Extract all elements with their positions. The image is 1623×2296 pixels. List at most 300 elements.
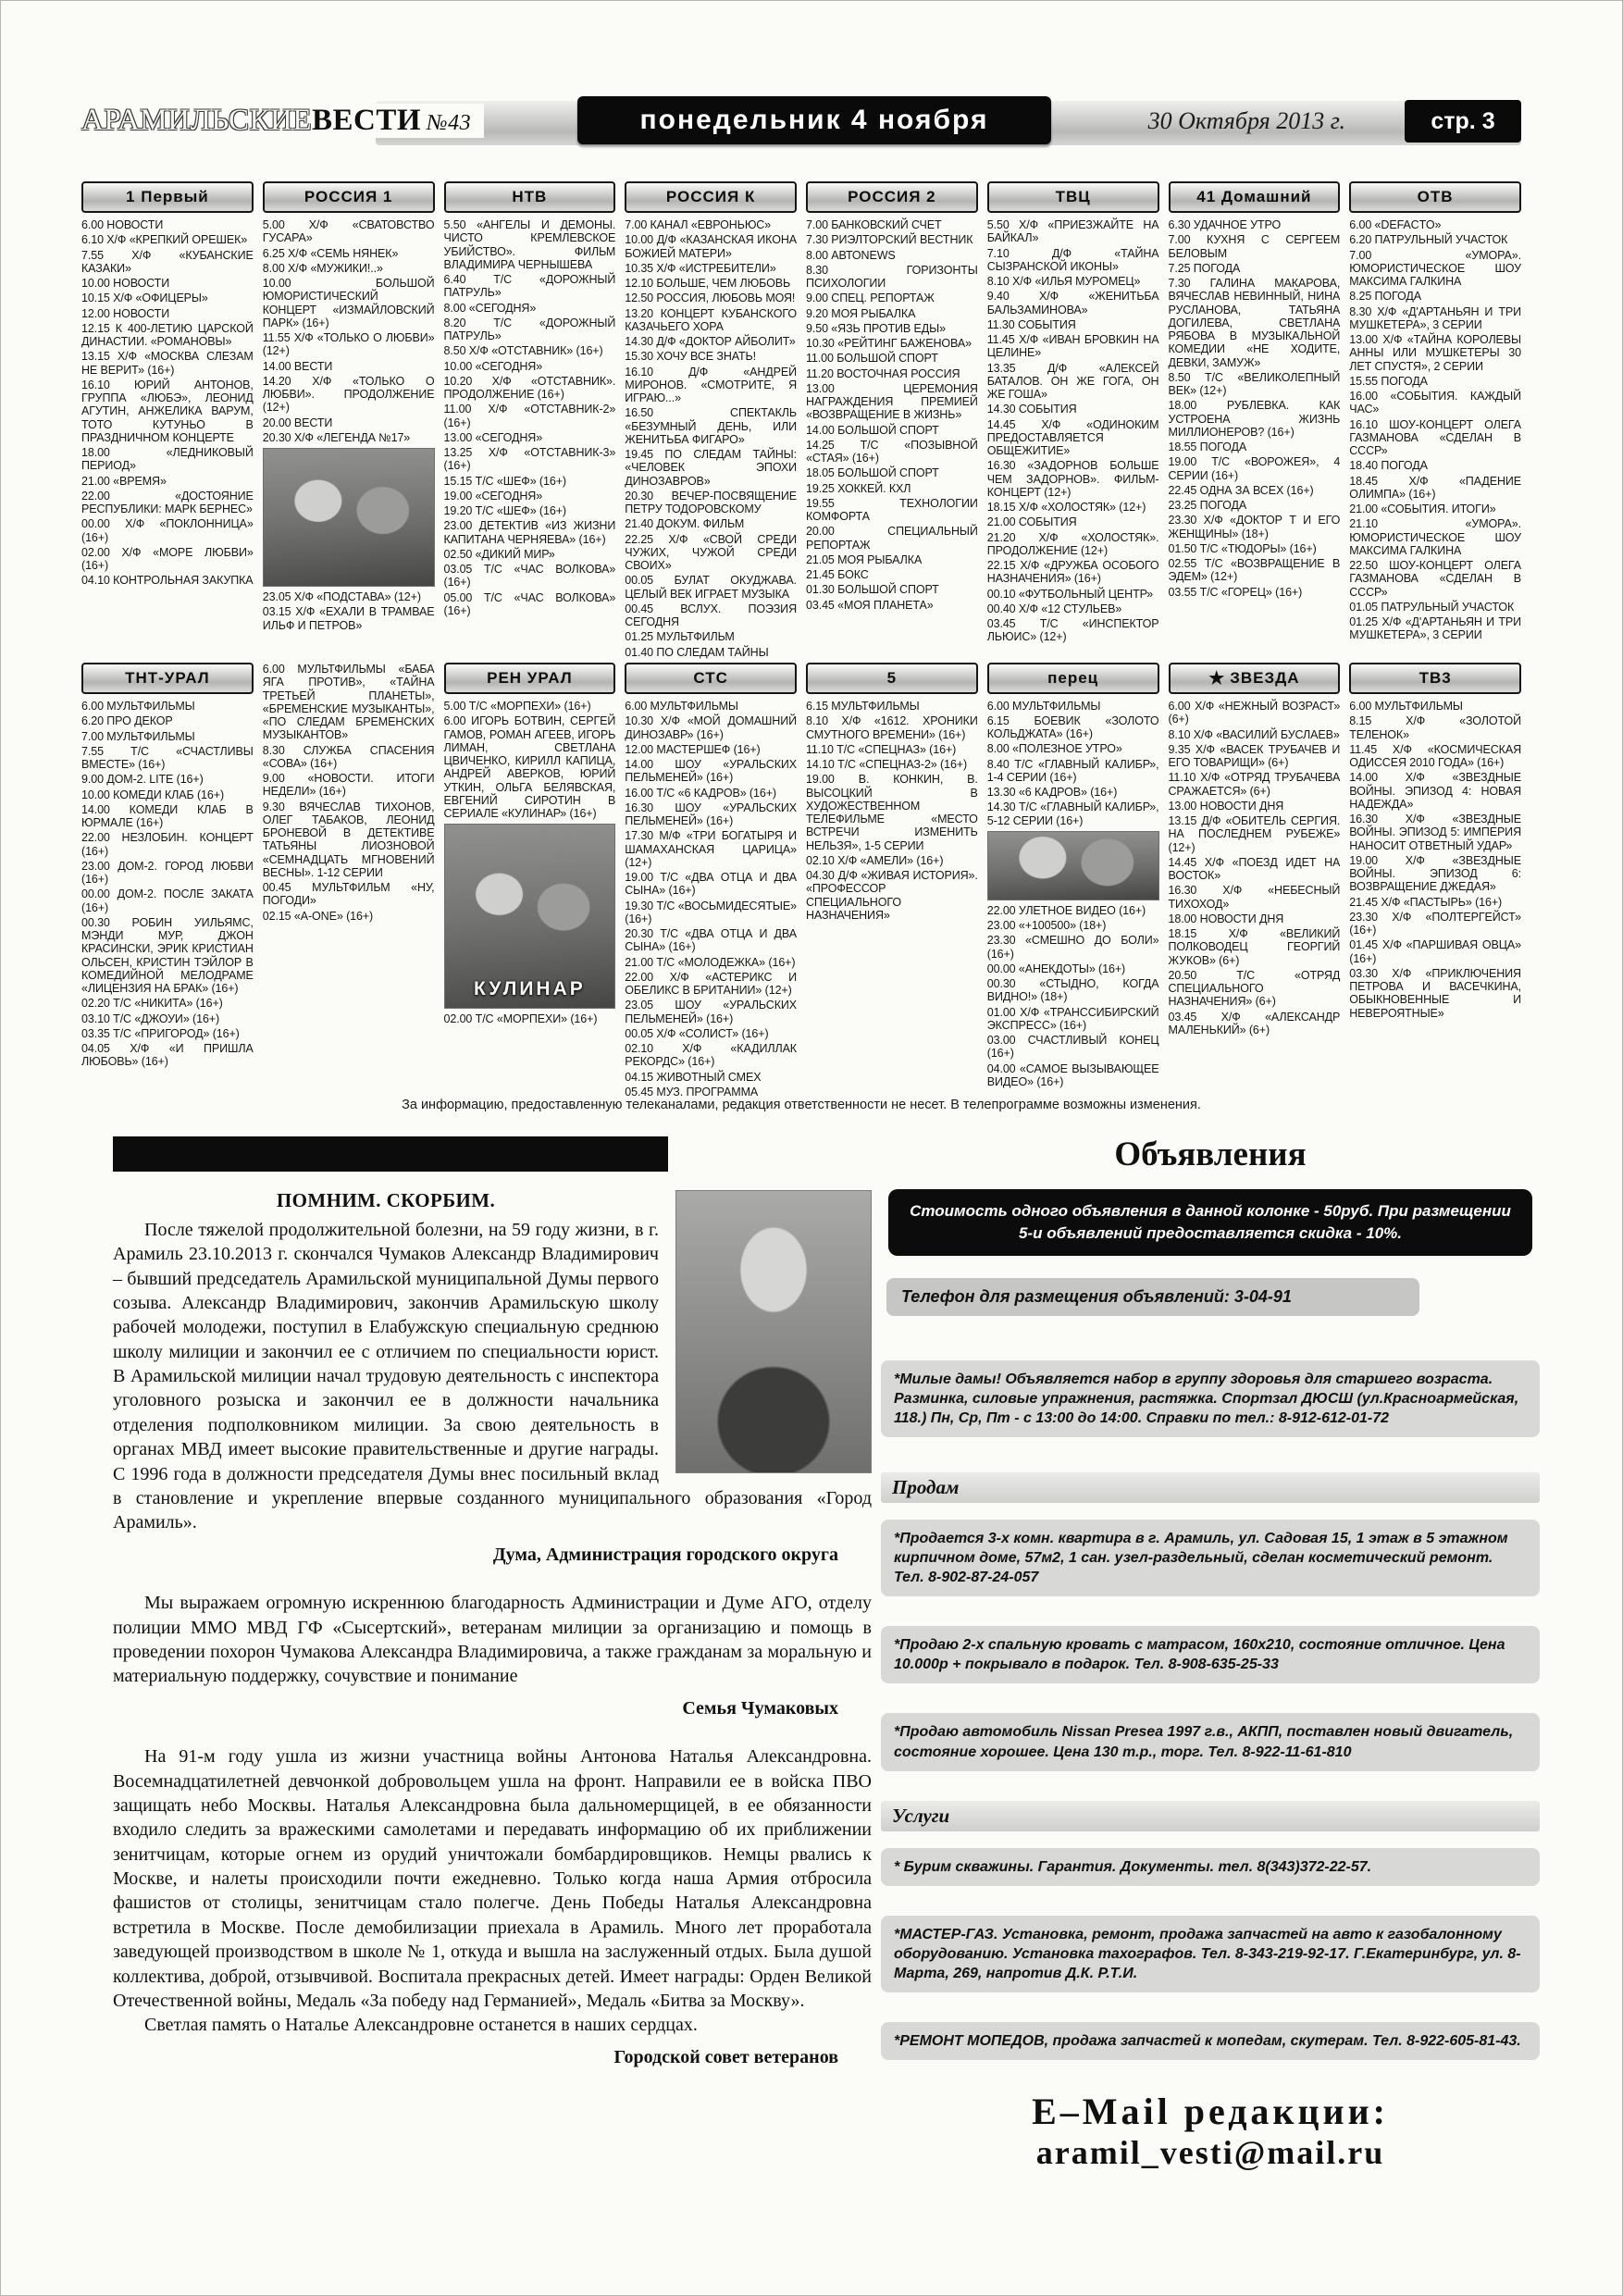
program-listing: 22.25 Х/Ф «СВОЙ СРЕДИ ЧУЖИХ, ЧУЖОЙ СРЕДИ СВОИХ»: [625, 532, 797, 572]
program-listing: 01.30 БОЛЬШОЙ СПОРТ: [806, 583, 939, 597]
program-listing: 23.00 «+100500» (18+): [986, 919, 1107, 932]
program-listing: 03.00 СЧАСТЛИВЫЙ КОНЕЦ (16+): [986, 1034, 1159, 1061]
program-listing: 8.15 Х/Ф «ЗОЛОТОЙ ТЕЛЕНОК»: [1349, 714, 1521, 741]
classified-ad: *Продается 3-х комн. квартира в г. Арамиль, ул. Садовая 15, 1 этаж в 5 этажном кирпичном доме, 57м2, 1 сан. узел-раздельный, сделан косметический ремонт. Тел. 8-902-87-24-057: [881, 1520, 1540, 1596]
program-listing: 9.00 ДОМ-2. LITE (16+): [81, 773, 204, 787]
program-listing: 8.10 Х/Ф «1612. ХРОНИКИ СМУТНОГО ВРЕМЕНИ» (16+): [806, 714, 978, 741]
page-header: [81, 96, 1521, 150]
program-listing: 14.30 Т/С «ГЛАВНЫЙ КАЛИБР», 5-12 СЕРИИ (16+): [986, 800, 1159, 827]
page-number: стр. 3: [1405, 100, 1521, 143]
program-listing: 9.40 Х/Ф «ЖЕНИТЬБА БАЛЬЗАМИНОВА»: [986, 290, 1159, 316]
program-listing: 10.30 «РЕЙТИНГ БАЖЕНОВА»: [806, 337, 972, 350]
program-listing: 8.00 Х/Ф «МУЖИКИ!..»: [262, 261, 383, 275]
program-listing: 00.30 РОБИН УИЛЬЯМС, МЭНДИ МУР, ДЖОН КРАСИНСКИ, ЭРИК КРИСТИАН ОЛЬСЕН, КРИСТИН ТЭЙЛОР В КОМЕДИЙНОЙ МЕЛОДРАМЕ «ЛИЦЕНЗИЯ НА БРАК» (16+): [81, 915, 254, 995]
program-listing: 8.00 «СЕГОДНЯ»: [443, 301, 537, 315]
program-listing: 21.00 «СОБЫТИЯ. ИТОГИ»: [1349, 503, 1496, 515]
program-listing: 16.30 «ЗАДОРНОВ БОЛЬШЕ ЧЕМ ЗАДОРНОВ». ФИЛЬМ-КОНЦЕРТ (12+): [986, 459, 1159, 499]
program-listing: 02.10 Х/Ф «АМЕЛИ» (16+): [806, 853, 944, 867]
program-listing: 14.45 Х/Ф «ОДИНОКИМ ПРЕДОСТАВЛЯЕТСЯ ОБЩЕЖИТИЕ»: [986, 417, 1159, 457]
program-listing: 13.15 Х/Ф «МОСКВА СЛЕЗАМ НЕ ВЕРИТ» (16+): [81, 350, 254, 377]
program-listing: 7.30 РИЭЛТОРСКИЙ ВЕСТНИК: [806, 233, 973, 247]
program-listing: 7.10 Д/Ф «ТАЙНА СЫЗРАНСКОЙ ИКОНЫ»: [986, 246, 1159, 273]
program-listing: 20.30 Т/С «ДВА ОТЦА И ДВА СЫНА» (16+): [625, 927, 797, 954]
program-listing: 18.15 Х/Ф «ХОЛОСТЯК» (12+): [986, 501, 1146, 514]
program-listing: 22.50 ШОУ-КОНЦЕРТ ОЛЕГА ГАЗМАНОВА «СДЕЛАН В СССР»: [1349, 559, 1521, 599]
channel-block-top: [987, 181, 1159, 657]
program-listing: 11.45 Х/Ф «КОСМИЧЕСКАЯ ОДИССЕЯ 2010 ГОДА» (16+): [1349, 742, 1521, 769]
channel-name: ТВ3: [1419, 669, 1452, 687]
program-listing: 20.30 Х/Ф «ЛЕГЕНДА №17»: [262, 430, 411, 444]
program-listing: 19.20 Т/С «ШЕФ» (16+): [443, 504, 566, 517]
program-listing: 6.25 Х/Ф «СЕМЬ НЯНЕК»: [262, 246, 399, 260]
tv-column-2: [263, 181, 435, 1090]
program-listing: 7.25 ПОГОДА: [1168, 261, 1241, 275]
program-listing: 13.35 Д/Ф «АЛЕКСЕЙ БАТАЛОВ. ОН ЖЕ ГОГА, ОН ЖЕ ГОША»: [986, 361, 1159, 401]
email-address: aramil_vesti@mail.ru: [1035, 2134, 1385, 2172]
issue-number: №43: [427, 111, 472, 135]
program-listing: 8.30 ГОРИЗОНТЫ ПСИХОЛОГИИ: [806, 263, 978, 290]
channel-block-bottom: [806, 663, 978, 1090]
program-listing: 15.15 Т/С «ШЕФ» (16+): [443, 474, 566, 488]
program-listing: 21.05 МОЯ РЫБАЛКА: [806, 552, 923, 566]
program-listing: 02.15 «A-ONE» (16+): [262, 909, 374, 923]
program-listing: 7.55 Т/С «СЧАСТЛИВЫ ВМЕСТЕ» (16+): [81, 744, 254, 771]
program-listing: 00.05 Х/Ф «СОЛИСТ» (16+): [625, 1026, 769, 1040]
program-listing: 9.00 «НОВОСТИ. ИТОГИ НЕДЕЛИ» (16+): [262, 772, 435, 799]
program-listing: 05.00 Т/С «ЧАС ВОЛКОВА» (16+): [443, 590, 616, 617]
channel-name: РОССИЯ 2: [848, 188, 936, 205]
program-listing: 20.50 Т/С «ОТРЯД СПЕЦИАЛЬНОГО НАЗНАЧЕНИЯ» (6+): [1168, 968, 1341, 1009]
program-listing: 6.00 НОВОСТИ: [81, 218, 164, 231]
program-listing: 18.00 НОВОСТИ ДНЯ: [1168, 912, 1284, 925]
program-listing: 13.00 ЦЕРЕМОНИЯ НАГРАЖДЕНИЯ ПРЕМИЕЙ «ВОЗВРАЩЕНИЕ В ЖИЗНЬ»: [806, 381, 978, 422]
program-listing: 03.45 «МОЯ ПЛАНЕТА»: [806, 598, 934, 612]
channel-header: [987, 181, 1159, 213]
program-listing: 13.00 Х/Ф «ТАЙНА КОРОЛЕВЫ АННЫ ИЛИ МУШКЕТЕРЫ 30 ЛЕТ СПУСТЯ», 2 СЕРИИ: [1349, 333, 1521, 373]
program-listing: 10.15 Х/Ф «ОФИЦЕРЫ»: [81, 292, 208, 305]
program-listing: 14.30 Д/Ф «ДОКТОР АЙБОЛИТ»: [625, 335, 796, 348]
program-listing: 6.00 ИГОРЬ БОТВИН, СЕРГЕЙ ГАМОВ, РОМАН АГЕЕВ, ИГОРЬ ЛИМАН, СВЕТЛАНА ЦВИЧЕНКО, КИРИЛЛ КАПИЦА, АНДРЕЙ АВЕРКОВ, ЮРИЙ УТКИН, ОЛЬГА БЕЛЯВСКАЯ, ЕВГЕНИЙ СИРОТИН В СЕРИАЛЕ «КУЛИНАР» (16+): [443, 714, 616, 820]
program-listing: 16.50 СПЕКТАКЛЬ «БЕЗУМНЫЙ ДЕНЬ, ИЛИ ЖЕНИТЬБА ФИГАРО»: [625, 406, 797, 446]
program-listing: 20.00 СПЕЦИАЛЬНЫЙ РЕПОРТАЖ: [806, 525, 978, 552]
program-listing: 12.00 НОВОСТИ: [81, 306, 170, 320]
veteran-signature: Городской совет ветеранов: [613, 2046, 838, 2067]
program-listing: 00.00 Х/Ф «ПОКЛОННИЦА» (16+): [81, 517, 254, 544]
classified-ad: *РЕМОНТ МОПЕДОВ, продажа запчастей к мопедам, скутерам. Тел. 8-922-605-81-43.: [881, 2022, 1540, 2060]
program-listing: 04.10 КОНТРОЛЬНАЯ ЗАКУПКА: [81, 574, 254, 588]
program-listing: 04.00 «САМОЕ ВЫЗЫВАЮЩЕЕ ВИДЕО» (16+): [986, 1061, 1159, 1088]
program-listing: 12.00 МАСТЕРШЕФ (16+): [625, 742, 761, 756]
program-listing: 20.00 ВЕСТИ: [262, 416, 333, 429]
channel-block-top: [625, 181, 797, 657]
classifieds-title: Объявления: [1114, 1136, 1307, 1173]
channel-header: [1349, 663, 1521, 694]
program-listing: 10.00 НОВОСТИ: [81, 277, 170, 290]
classifieds-section-label: Продам: [881, 1472, 1540, 1503]
channel-header: [1349, 181, 1521, 213]
program-listing: 14.00 ШОУ «УРАЛЬСКИХ ПЕЛЬМЕНЕЙ» (16+): [625, 758, 797, 785]
channel-header: [625, 181, 797, 213]
program-listing: 21.00 СОБЫТИЯ: [986, 515, 1077, 529]
program-listing: 13.15 Д/Ф «ОБИТЕЛЬ СЕРГИЯ. НА ПОСЛЕДНЕМ РУБЕЖЕ» (12+): [1168, 814, 1341, 854]
program-listing: 8.00 АВТОNEWS: [806, 248, 896, 262]
program-listing: 19.30 Т/С «ВОСЬМИДЕСЯТЫЕ» (16+): [625, 899, 797, 925]
program-listing: 00.05 БУЛАТ ОКУДЖАВА. ЦЕЛЫЙ ВЕК ИГРАЕТ МУЗЫКА: [625, 574, 797, 601]
memorial-section: [113, 1136, 872, 2069]
photo-caption: КУЛИНАР: [473, 978, 586, 1000]
program-listing: 6.00 МУЛЬТФИЛЬМЫ: [81, 700, 195, 713]
gratitude-signature: Семья Чумаковых: [682, 1697, 838, 1719]
program-listing: 00.00 «АНЕКДОТЫ» (16+): [986, 962, 1126, 975]
program-listing: 13.25 Х/Ф «ОТСТАВНИК-3» (16+): [443, 446, 616, 473]
tv-column-1: [81, 181, 254, 1090]
tv-column-6: [987, 181, 1159, 1090]
tv-column-3: [444, 181, 616, 1090]
program-listing: 03.15 Х/Ф «ЕХАЛИ В ТРАМВАЕ ИЛЬФ И ПЕТРОВ»: [262, 605, 435, 632]
program-listing: 21.00 Т/С «МОЛОДЕЖКА» (16+): [625, 955, 796, 969]
program-listing: 8.40 Т/С «ГЛАВНЫЙ КАЛИБР», 1-4 СЕРИИ (16+): [986, 757, 1159, 784]
program-listing: 18.45 Х/Ф «ПАДЕНИЕ ОЛИМПА» (16+): [1349, 474, 1521, 501]
channel-header: [81, 663, 254, 694]
program-listing: 7.00 КУХНЯ С СЕРГЕЕМ БЕЛОВЫМ: [1168, 233, 1341, 260]
program-listing: 11.55 Х/Ф «ТОЛЬКО О ЛЮБВИ» (12+): [262, 331, 435, 358]
program-listing: 8.00 «ПОЛЕЗНОЕ УТРО»: [986, 742, 1122, 756]
program-listing: 7.55 Х/Ф «КУБАНСКИЕ КАЗАКИ»: [81, 248, 254, 275]
program-listing: 19.00 Т/С «ВОРОЖЕЯ», 4 СЕРИИ (16+): [1168, 455, 1341, 482]
program-listing: 11.00 БОЛЬШОЙ СПОРТ: [806, 352, 938, 366]
masthead-bold-text: ВЕСТИ: [312, 104, 422, 137]
program-listing: 19.00 В. КОНКИН, В. ВЫСОЦКИЙ В ХУДОЖЕСТВЕННОМ ТЕЛЕФИЛЬМЕ «МЕСТО ВСТРЕЧИ ИЗМЕНИТЬ НЕЛЬЗЯ», 1-5 СЕРИИ: [806, 773, 978, 852]
channel-block-top: [1349, 181, 1521, 657]
program-listing: 14.00 КОМЕДИ КЛАБ В ЮРМАЛЕ (16+): [81, 802, 254, 829]
veteran-obituary-paragraph: На 91-м году ушла из жизни участница войны Антонова Наталья Александровна. Восемнадцатилетней девчонкой добровольцем ушла на фронт. Направили ее в войска ПВО защищать небо Москвы. Наталья Александровна была дальномерщицей, в ее обязанности входило следить за вражескими самолетами и передавать информацию об их приближении зенитчицам, которые огнем из орудий уничтожали бомбардировщиков. Немцы рвались к Москве, и налеты происходили почти ежедневно. Только когда наша Армия отбросила фашистов от столицы, зенитчицам стало полегче. День Победы Наталья Александровна встретила в Москве. После демобилизации приехала в Арамиль. Много лет проработала заведующей производством в школе № 1, откуда и вышла на заслуженный отдых. Была душой коллектива, доброй, отзывчивой. Воспитала прекрасных детей. Имеет награды: Орден Великой Отечественной войны, Медаль «За победу над Германией», Медаль «Битва за Москву».: [113, 1746, 872, 2012]
channel-name: ОТВ: [1417, 188, 1454, 205]
program-listing: 21.45 Х/Ф «ПАСТЫРЬ» (16+): [1349, 895, 1503, 909]
program-still-photo: [444, 824, 616, 1009]
obituary-title: ПОМНИМ. СКОРБИМ.: [276, 1189, 496, 1211]
channel-block-bottom: [625, 663, 797, 1100]
channel-block-bottom: [81, 663, 254, 1090]
program-listing: 23.00 ДОМ-2. ГОРОД ЛЮБВИ (16+): [81, 859, 254, 886]
classified-ad: *Продаю автомобиль Nissan Presea 1997 г.в., АКПП, поставлен новый двигатель, состояние хорошее. Цена 130 т.р., торг. Тел. 8-922-11-61-810: [881, 1713, 1540, 1770]
channel-header: [625, 663, 797, 694]
program-listing: 02.00 Х/Ф «МОРЕ ЛЮБВИ» (16+): [81, 545, 254, 572]
channel-block-bottom: [987, 663, 1159, 1091]
program-listing: 02.00 Т/С «МОРПЕХИ» (16+): [443, 1012, 598, 1026]
program-listing: 11.00 Х/Ф «ОТСТАВНИК-2» (16+): [443, 403, 616, 429]
channel-header: [987, 663, 1159, 694]
program-listing: 13.20 КОНЦЕРТ КУБАНСКОГО КАЗАЧЬЕГО ХОРА: [625, 306, 797, 333]
program-listing: 6.00 МУЛЬТФИЛЬМЫ «БАБА ЯГА ПРОТИВ», «ТАЙНА ТРЕТЬЕЙ ПЛАНЕТЫ», «БРЕМЕНСКИЕ МУЗЫКАНТЫ», «ПО СЛЕДАМ БРЕМЕНСКИХ МУЗЫКАНТОВ»: [262, 663, 435, 742]
program-listing: 11.30 СОБЫТИЯ: [986, 317, 1076, 331]
veteran-obituary-closing: Светлая память о Наталье Александровне останется в наших сердцах.: [144, 2015, 698, 2036]
program-listing: 01.45 Х/Ф «ПАРШИВАЯ ОВЦА» (16+): [1349, 938, 1521, 965]
program-listing: 01.50 Т/С «ТЮДОРЫ» (16+): [1168, 541, 1317, 555]
program-listing: 10.00 БОЛЬШОЙ ЮМОРИСТИЧЕСКИЙ КОНЦЕРТ «ИЗМАЙЛОВСКИЙ ПАРК» (16+): [262, 277, 435, 329]
channel-block-top: [263, 181, 435, 657]
program-listing: 6.20 ПРО ДЕКОР: [81, 714, 173, 728]
channel-block-top: [444, 181, 616, 657]
program-listing: 16.00 Т/С «6 КАДРОВ» (16+): [625, 786, 776, 800]
channel-block-top: [1169, 181, 1341, 657]
channel-block-bottom: [1169, 663, 1341, 1090]
program-listing: 6.15 БОЕВИК «ЗОЛОТО КОЛЬДЖАТА» (16+): [986, 714, 1159, 740]
program-listing: 00.45 ВСЛУХ. ПОЭЗИЯ СЕГОДНЯ: [625, 602, 797, 628]
program-still-photo: [987, 831, 1159, 900]
program-listing: 18.00 «ЛЕДНИКОВЫЙ ПЕРИОД»: [81, 446, 254, 473]
program-listing: 20.30 ВЕЧЕР-ПОСВЯЩЕНИЕ ПЕТРУ ТОДОРОВСКОМУ: [625, 489, 797, 515]
program-listing: 03.30 Х/Ф «ПРИКЛЮЧЕНИЯ ПЕТРОВА И ВАСЕЧКИНА, ОБЫКНОВЕННЫЕ И НЕВЕРОЯТНЫЕ»: [1349, 966, 1521, 1020]
program-listing: 8.25 ПОГОДА: [1349, 290, 1421, 304]
channel-header: [444, 181, 616, 213]
channel-header: [1169, 663, 1341, 694]
obituary-signature: Дума, Администрация городского округа: [492, 1544, 838, 1565]
classifieds-phone-note: Телефон для размещения объявлений: 3-04-91: [886, 1278, 1419, 1316]
program-listing: 6.00 Х/Ф «НЕЖНЫЙ ВОЗРАСТ» (6+): [1168, 700, 1341, 726]
tv-column-4: [625, 181, 797, 1098]
channel-header: [1169, 181, 1341, 213]
program-listing: 01.25 МУЛЬТФИЛЬМ: [625, 630, 735, 644]
program-listing: 03.45 Х/Ф «АЛЕКСАНДР МАЛЕНЬКИЙ» (6+): [1168, 1010, 1341, 1036]
program-listing: 8.50 Т/С «ВЕЛИКОЛЕПНЫЙ ВЕК» (12+): [1168, 370, 1341, 397]
program-listing: 23.25 ПОГОДА: [1168, 499, 1247, 512]
program-listing: 8.10 Х/Ф «ИЛЬЯ МУРОМЕЦ»: [986, 275, 1141, 288]
program-listing: 21.20 Х/Ф «ХОЛОСТЯК». ПРОДОЛЖЕНИЕ (12+): [986, 530, 1159, 557]
program-listing: 23.30 Х/Ф «ДОКТОР Т И ЕГО ЖЕНЩИНЫ» (18+): [1168, 514, 1341, 540]
program-listing: 9.00 СПЕЦ. РЕПОРТАЖ: [806, 292, 935, 305]
editorial-email-block: [881, 2090, 1540, 2172]
program-listing: 21.45 БОКС: [806, 568, 869, 581]
program-listing: 17.30 М/Ф «ТРИ БОГАТЫРЯ И ШАМАХАНСКАЯ ЦАРИЦА» (12+): [625, 829, 797, 869]
program-listing: 19.00 Т/С «ДВА ОТЦА И ДВА СЫНА» (16+): [625, 871, 797, 898]
program-listing: 13.30 «6 КАДРОВ» (16+): [986, 786, 1118, 799]
program-listing: 11.45 Х/Ф «ИВАН БРОВКИН НА ЦЕЛИНЕ»: [986, 333, 1159, 360]
program-listing: 9.30 ВЯЧЕСЛАВ ТИХОНОВ, ОЛЕГ ТАБАКОВ, ЛЕОНИД БРОНЕВОЙ В ДЕТЕКТИВЕ ТАТЬЯНЫ ЛИОЗНОВОЙ «СЕМНАДЦАТЬ МГНОВЕНИЙ ВЕСНЫ». 1-12 СЕРИИ: [262, 800, 435, 879]
tv-disclaimer: За информацию, предоставленную телеканалами, редакция ответственности не несет. В телепрограмме возможны изменения.: [402, 1098, 1201, 1112]
program-listing: 7.00 МУЛЬТФИЛЬМЫ: [81, 729, 195, 743]
program-listing: 6.00 МУЛЬТФИЛЬМЫ: [986, 699, 1101, 713]
program-listing: 5.50 «АНГЕЛЫ И ДЕМОНЫ. ЧИСТО КРЕМЛЕВСКОЕ УБИЙСТВО». ФИЛЬМ ВЛАДИМИРА ЧЕРНЫШЕВА: [443, 218, 616, 271]
program-listing: 21.10 «УМОРА». ЮМОРИСТИЧЕСКОЕ ШОУ МАКСИМА ГАЛКИНА: [1349, 517, 1521, 557]
channel-header: [81, 181, 254, 213]
obituary-portrait-photo: [675, 1190, 872, 1473]
program-listing: 10.20 Х/Ф «ОТСТАВНИК». ПРОДОЛЖЕНИЕ (16+): [443, 374, 616, 401]
program-listing: 00.00 ДОМ-2. ПОСЛЕ ЗАКАТА (16+): [81, 887, 254, 914]
program-listing: 22.00 Х/Ф «АСТЕРИКС И ОБЕЛИКС В БРИТАНИИ» (12+): [625, 970, 797, 997]
channel-name: РОССИЯ К: [665, 188, 756, 205]
program-listing: 19.00 «СЕГОДНЯ»: [443, 489, 543, 503]
tv-column-8: [1349, 181, 1521, 1090]
program-listing: 14.20 Х/Ф «ТОЛЬКО О ЛЮБВИ». ПРОДОЛЖЕНИЕ (12+): [262, 374, 435, 415]
program-listing: 10.00 «СЕГОДНЯ»: [443, 359, 543, 373]
program-listing: 22.00 НЕЗЛОБИН. КОНЦЕРТ (16+): [81, 831, 254, 858]
program-listing: 23.30 «СМЕШНО ДО БОЛИ» (16+): [986, 934, 1159, 961]
program-listing: 02.55 Т/С «ВОЗВРАЩЕНИЕ В ЭДЕМ» (12+): [1168, 557, 1341, 584]
program-listing: 04.05 Х/Ф «И ПРИШЛА ЛЮБОВЬ» (16+): [81, 1042, 254, 1069]
program-listing: 9.50 «ЯЗЬ ПРОТИВ ЕДЫ»: [806, 321, 946, 335]
program-listing: 6.10 Х/Ф «КРЕПКИЙ ОРЕШЕК»: [81, 233, 248, 247]
program-listing: 18.00 РУБЛЕВКА. КАК УСТРОЕНА ЖИЗНЬ МИЛЛИОНЕРОВ? (16+): [1168, 399, 1341, 439]
tv-program-grid: [81, 181, 1521, 1098]
channel-name: РОССИЯ 1: [304, 188, 393, 205]
program-listing: 01.40 ПО СЛЕДАМ ТАЙНЫ: [625, 645, 769, 659]
program-listing: 6.00 МУЛЬТФИЛЬМЫ: [625, 700, 738, 713]
program-listing: 22.00 УЛЕТНОЕ ВИДЕО (16+): [986, 903, 1146, 917]
program-listing: 8.50 Х/Ф «ОТСТАВНИК» (16+): [443, 344, 603, 358]
program-listing: 6.15 МУЛЬТФИЛЬМЫ: [806, 700, 920, 713]
program-listing: 02.20 Т/С «НИКИТА» (16+): [81, 997, 223, 1011]
program-listing: 18.15 Х/Ф «ВЕЛИКИЙ ПОЛКОВОДЕЦ ГЕОРГИЙ ЖУКОВ» (6+): [1168, 927, 1341, 967]
classifieds-sections: [881, 1472, 1540, 2060]
channel-name: 1 Первый: [126, 188, 209, 205]
program-listing: 04.30 Д/Ф «ЖИВАЯ ИСТОРИЯ». «ПРОФЕССОР СПЕЦИАЛЬНОГО НАЗНАЧЕНИЯ»: [806, 869, 978, 922]
program-listing: 16.10 Д/Ф «АНДРЕЙ МИРОНОВ. «СМОТРИТЕ, Я ИГРАЮ...»: [625, 365, 797, 404]
program-listing: 01.25 Х/Ф «Д'АРТАНЬЯН И ТРИ МУШКЕТЕРА», 3 СЕРИИ: [1349, 615, 1521, 642]
program-listing: 14.00 ВЕСТИ: [262, 359, 333, 373]
program-listing: 9.35 Х/Ф «ВАСЕК ТРУБАЧЕВ И ЕГО ТОВАРИЩИ» (6+): [1168, 742, 1341, 769]
program-listing: 11.10 Т/С «СПЕЦНАЗ» (16+): [806, 742, 957, 756]
program-listing: 9.20 МОЯ РЫБАЛКА: [806, 306, 916, 320]
program-listing: 21.40 ДОКУМ. ФИЛЬМ: [625, 517, 745, 531]
program-listing: 11.10 Х/Ф «ОТРЯД ТРУБАЧЕВА СРАЖАЕТСЯ» (6+): [1168, 771, 1341, 798]
gratitude-paragraph: Мы выражаем огромную искреннюю благодарность Администрации и Думе АГО, отделу полиции ММО МВД ГФ «Сысертский», ветеранам милиции за организацию и помощь в проведении похорон Чумакова Александра Владимировича, а также гражданам за моральную и материальную поддержку, сочувствие и понимание: [113, 1593, 872, 1687]
program-listing: 16.00 «СОБЫТИЯ. КАЖДЫЙ ЧАС»: [1349, 390, 1521, 416]
tv-column-7: [1169, 181, 1341, 1090]
program-listing: 04.15 ЖИВОТНЫЙ СМЕХ: [625, 1070, 762, 1084]
program-listing: 14.00 БОЛЬШОЙ СПОРТ: [806, 423, 939, 437]
channel-name: 41 Домашний: [1196, 188, 1312, 205]
channel-name: ЗВЕЗДА: [1230, 669, 1300, 687]
obituary-paragraph: После тяжелой продолжительной болезни, на 59 году жизни, в г. Арамиль 23.10.2013 г. скончался Чумаков Александр Владимирович – бывший председатель Арамильской муниципальной Думы первого созыва. Александр Владимирович, закончив Арамильскую школу рабочей молодежи, поступил в Елабужскую специальную среднюю школу милиции и закончил ее с отличием по специальности юрист. В Арамильской милиции начал трудовую деятельность с инспектора уголовного розыска и закончил ее в должности начальника отделения подполковником милиции. За свою деятельность в органах МВД имеет высокие правительственные и другие награды. С 1996 года в должности председателя Думы внес посильный вклад в становление и укрепление впервые созданного муниципального образования «Город Арамиль».: [113, 1219, 872, 1533]
publication-date: 30 Октября 2013 г.: [1147, 107, 1345, 134]
email-label: E–Mail редакции:: [1032, 2091, 1389, 2133]
channel-header: [444, 663, 616, 694]
classified-ad: *МАСТЕР-ГАЗ. Установка, ремонт, продажа запчастей на авто к газобалонному оборудованию. Установка тахографов. Тел. 8-343-219-92-17. Г.Екатеринбург, ул. 8-Марта, 269, напротив Д.К. Р.Т.И.: [881, 1916, 1540, 1992]
program-listing: 6.40 Т/С «ДОРОЖНЫЙ ПАТРУЛЬ»: [443, 273, 616, 300]
program-listing: 21.00 «ВРЕМЯ»: [81, 474, 167, 488]
program-listing: 13.00 «СЕГОДНЯ»: [443, 430, 543, 444]
program-listing: 16.10 ЮРИЙ АНТОНОВ, ГРУППА «ЛЮБЭ», ЛЕОНИД АГУТИН, АНЖЕЛИКА ВАРУМ, ТОТО КУТУНЬО В ПРАЗДНИЧНОМ КОНЦЕРТЕ: [81, 378, 254, 444]
program-listing: 10.00 КОМЕДИ КЛАБ (16+): [81, 788, 225, 801]
channel-block-bottom: [1349, 663, 1521, 1090]
program-listing: 23.30 Х/Ф «ПОЛТЕРГЕЙСТ» (16+): [1349, 910, 1521, 937]
channel-header: [806, 181, 978, 213]
masthead-outline-text: АРАМИЛЬСКИЕ: [81, 104, 312, 137]
program-listing: 19.00 Х/Ф «ЗВЕЗДНЫЕ ВОЙНЫ. ЭПИЗОД 6: ВОЗВРАЩЕНИЕ ДЖЕДАЯ»: [1349, 853, 1521, 894]
program-listing: 01.00 Х/Ф «ТРАНССИБИРСКИЙ ЭКСПРЕСС» (16+): [986, 1005, 1159, 1032]
program-listing: 16.30 Х/Ф «ЗВЕЗДНЫЕ ВОЙНЫ. ЭПИЗОД 5: ИМПЕРИЯ НАНОСИТ ОТВЕТНЫЙ УДАР»: [1349, 813, 1521, 852]
program-listing: 6.00 «DEFACTO»: [1349, 218, 1442, 231]
program-still-photo: [263, 448, 435, 587]
program-listing: 23.00 ДЕТЕКТИВ «ИЗ ЖИЗНИ КАПИТАНА ЧЕРНЯЕВА» (16+): [443, 519, 616, 546]
program-listing: 10.35 Х/Ф «ИСТРЕБИТЕЛИ»: [625, 261, 776, 275]
program-listing: 19.25 ХОККЕЙ. КХЛ: [806, 481, 911, 495]
program-listing: 03.35 Т/С «ПРИГОРОД» (16+): [81, 1026, 240, 1040]
program-listing: 11.20 ВОСТОЧНАЯ РОССИЯ: [806, 366, 960, 380]
program-listing: 14.45 Х/Ф «ПОЕЗД ИДЕТ НА ВОСТОК»: [1168, 855, 1341, 882]
program-listing: 00.10 «ФУТБОЛЬНЫЙ ЦЕНТР»: [986, 587, 1154, 601]
program-listing: 6.30 УДАЧНОЕ УТРО: [1168, 218, 1282, 231]
program-listing: 03.55 Т/С «ГОРЕЦ» (16+): [1168, 585, 1303, 599]
program-listing: 12.50 РОССИЯ, ЛЮБОВЬ МОЯ!: [625, 292, 796, 305]
program-listing: 02.50 «ДИКИЙ МИР»: [443, 547, 555, 561]
classifieds-column: [881, 1135, 1540, 2172]
program-listing: 00.45 МУЛЬТФИЛЬМ «НУ, ПОГОДИ»: [262, 881, 435, 908]
classifieds-pricing-note: Стоимость одного объявления в данной колонке - 50руб. При размещении 5-и объявлений предоставляется скидка - 10%.: [888, 1189, 1532, 1256]
classified-ad: * Бурим скважины. Гарантия. Документы. тел. 8(343)372-22-57.: [881, 1848, 1540, 1886]
program-listing: 05.45 МУЗ. ПРОГРАММА: [625, 1085, 759, 1098]
newspaper-masthead: [81, 104, 484, 138]
program-listing: 16.10 ШОУ-КОНЦЕРТ ОЛЕГА ГАЗМАНОВА «СДЕЛАН В СССР»: [1349, 417, 1521, 457]
channel-name: ТВЦ: [1055, 188, 1091, 205]
channel-name: перец: [1047, 668, 1099, 687]
program-listing: 13.00 НОВОСТИ ДНЯ: [1168, 799, 1284, 813]
program-listing: 01.05 ПАТРУЛЬНЫЙ УЧАСТОК: [1349, 600, 1515, 614]
program-listing: 10.00 Д/Ф «КАЗАНСКАЯ ИКОНА БОЖИЕЙ МАТЕРИ»: [625, 233, 797, 260]
tv-column-5: [806, 181, 978, 1090]
program-listing: 18.05 БОЛЬШОЙ СПОРТ: [806, 466, 939, 480]
channel-block-bottom: [263, 663, 435, 1090]
program-listing: 12.15 К 400-ЛЕТИЮ ЦАРСКОЙ ДИНАСТИИ. «РОМАНОВЫ»: [81, 321, 254, 348]
program-listing: 7.00 «УМОРА». ЮМОРИСТИЧЕСКОЕ ШОУ МАКСИМА ГАЛКИНА: [1349, 248, 1521, 288]
classified-ad: *Милые дамы! Объявляется набор в группу здоровья для старшего возраста. Разминка, силовые упражнения, растяжка. Спортзал ДЮСШ (ул.Красноармейская, 118.) Пн, Ср, Пт - с 13:00 до 14:00. Справки по тел.: 8-912-612-01-72: [881, 1360, 1540, 1437]
program-listing: 5.00 Т/С «МОРПЕХИ» (16+): [443, 700, 591, 713]
program-listing: 00.40 Х/Ф «12 СТУЛЬЕВ»: [986, 602, 1122, 615]
program-listing: 03.10 Т/С «ДЖОУИ» (16+): [81, 1011, 220, 1025]
channel-name: ТНТ-УРАЛ: [125, 669, 210, 687]
classified-ad: *Продаю 2-х спальную кровать с матрасом, 160х210, состояние отличное. Цена 10.000р + покрывало в подарок. Тел. 8-908-635-25-33: [881, 1626, 1540, 1683]
program-listing: 22.45 ОДНА ЗА ВСЕХ (16+): [1168, 483, 1314, 497]
channel-block-bottom: [444, 663, 616, 1090]
program-listing: 14.10 Т/С «СПЕЦНАЗ-2» (16+): [806, 758, 968, 771]
program-listing: 03.05 Т/С «ЧАС ВОЛКОВА» (16+): [443, 563, 616, 590]
channel-name: РЕН УРАЛ: [487, 669, 573, 687]
program-listing: 03.45 Т/С «ИНСПЕКТОР ЛЬЮИС» (12+): [986, 617, 1159, 644]
channel-block-top: [806, 181, 978, 657]
program-listing: 10.30 Х/Ф «МОЙ ДОМАШНИЙ ДИНОЗАВР» (16+): [625, 714, 797, 741]
program-listing: 8.30 Х/Ф «Д'АРТАНЬЯН И ТРИ МУШКЕТЕРА», 3 СЕРИИ: [1349, 304, 1521, 331]
program-listing: 7.00 КАНАЛ «ЕВРОНЬЮС»: [625, 218, 771, 231]
program-listing: 16.30 ШОУ «УРАЛЬСКИХ ПЕЛЬМЕНЕЙ» (16+): [625, 800, 797, 827]
day-banner: понедельник 4 ноября: [577, 96, 1051, 144]
program-listing: 22.00 «ДОСТОЯНИЕ РЕСПУБЛИКИ: МАРК БЕРНЕС»: [81, 489, 254, 515]
program-listing: 18.40 ПОГОДА: [1349, 459, 1428, 473]
channel-block-top: [81, 181, 254, 657]
program-listing: 14.30 СОБЫТИЯ: [986, 403, 1077, 416]
program-listing: 8.20 Т/С «ДОРОЖНЫЙ ПАТРУЛЬ»: [443, 316, 616, 342]
program-listing: 7.00 БАНКОВСКИЙ СЧЕТ: [806, 218, 942, 231]
program-listing: 22.15 Х/Ф «ДРУЖБА ОСОБОГО НАЗНАЧЕНИЯ» (16+): [986, 559, 1159, 586]
classifieds-section-label: Услуги: [881, 1801, 1540, 1831]
program-listing: 00.30 «СТЫДНО, КОГДА ВИДНО!» (18+): [986, 977, 1159, 1004]
program-listing: 02.10 Х/Ф «КАДИЛЛАК РЕКОРДС» (16+): [625, 1042, 797, 1069]
program-listing: 6.00 МУЛЬТФИЛЬМЫ: [1349, 700, 1463, 713]
program-listing: 15.30 ХОЧУ ВСЕ ЗНАТЬ!: [625, 350, 757, 364]
program-listing: 15.55 ПОГОДА: [1349, 374, 1428, 388]
program-listing: 14.25 Т/С «ПОЗЫВНОЙ «СТАЯ» (16+): [806, 438, 978, 465]
star-icon: ★: [1208, 668, 1226, 689]
memorial-black-bar: [113, 1136, 668, 1172]
program-listing: 16.30 Х/Ф «НЕБЕСНЫЙ ТИХОХОД»: [1168, 884, 1341, 911]
program-listing: 14.00 Х/Ф «ЗВЕЗДНЫЕ ВОЙНЫ. ЭПИЗОД 4: НОВАЯ НАДЕЖДА»: [1349, 771, 1521, 811]
channel-header: [263, 181, 435, 213]
channel-name: 5: [886, 669, 898, 687]
program-listing: 23.05 Х/Ф «ПОДСТАВА» (12+): [262, 590, 421, 603]
program-listing: 12.10 БОЛЬШЕ, ЧЕМ ЛЮБОВЬ: [625, 277, 791, 290]
program-listing: 19.55 ТЕХНОЛОГИИ КОМФОРТА: [806, 496, 978, 523]
program-listing: 7.30 ГАЛИНА МАКАРОВА, ВЯЧЕСЛАВ НЕВИННЫЙ, НИНА РУСЛАНОВА, ТАТЬЯНА ДОГИЛЕВА, СВЕТЛАНА РЯБОВА В МУЗЫКАЛЬНОЙ КОМЕДИИ «НЕ ХОДИТЕ, ДЕВКИ, ЗАМУЖ»: [1168, 277, 1341, 369]
channel-name: НТВ: [512, 188, 548, 205]
